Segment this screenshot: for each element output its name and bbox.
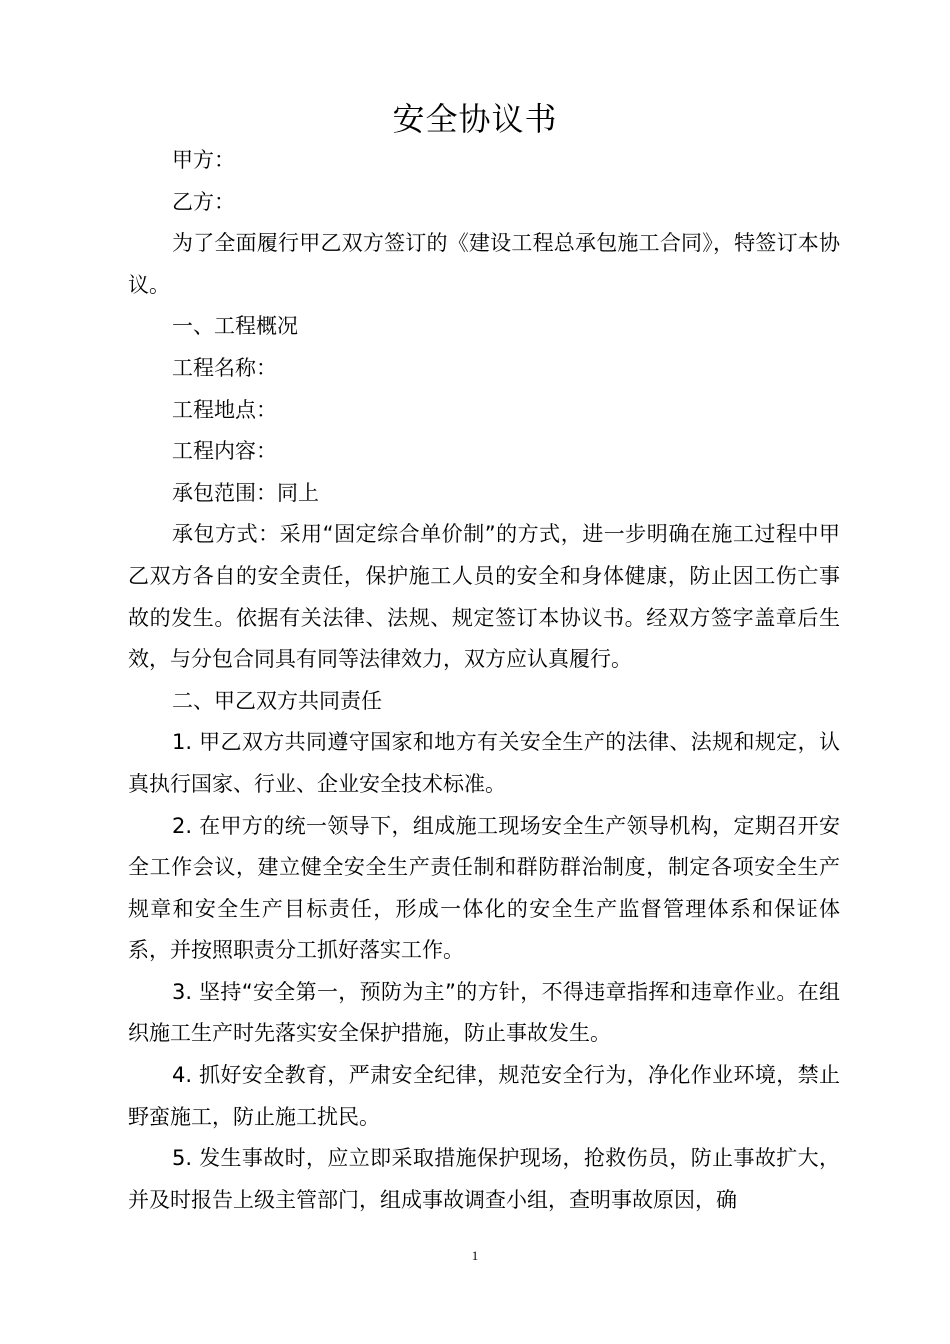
clause-2: 2. 在甲方的统一领导下，组成施工现场安全生产领导机构，定期召开安全工作会议，建立健全安全生产责任制和群防群治制度，制定各项安全生产规章和安全生产目标责任，形成一体化的安全生产监督管理体系和保证体系，并按照职责分工抓好落实工作。 (128, 813, 840, 963)
clause-5: 5. 发生事故时，应立即采取措施保护现场，抢救伤员，防止事故扩大，并及时报告上级主管部门，组成事故调查小组，查明事故原因，确 (128, 1146, 840, 1212)
project-location-line: 工程地点： (172, 397, 277, 422)
project-name-line: 工程名称： (172, 355, 277, 380)
clause-4: 4. 抓好安全教育，严肃安全纪律，规范安全行为，净化作业环境，禁止野蛮施工，防止施工扰民。 (128, 1063, 840, 1129)
document-title: 安全协议书 (392, 100, 558, 138)
party-b-line: 乙方： (172, 189, 235, 214)
intro-paragraph: 为了全面履行甲乙双方签订的《建设工程总承包施工合同》，特签订本协议。 (128, 231, 840, 297)
party-a-line: 甲方： (172, 148, 235, 172)
project-content-line: 工程内容： (172, 439, 277, 464)
section-heading-overview: 一、工程概况 (172, 314, 298, 339)
clause-3: 3. 坚持“安全第一，预防为主”的方针，不得违章指挥和违章作业。在组织施工生产时先落实安全保护措施，防止事故发生。 (128, 979, 840, 1046)
contract-scope-line: 承包范围：同上 (172, 480, 319, 505)
section-heading-joint-duties: 二、甲乙双方共同责任 (172, 688, 382, 713)
page-number: 1 (471, 1248, 479, 1263)
clause-1: 1. 甲乙双方共同遵守国家和地方有关安全生产的法律、法规和规定，认真执行国家、行业、企业安全技术标准。 (128, 730, 840, 796)
document-body (128, 140, 840, 1221)
contract-method-paragraph: 承包方式：采用“固定综合单价制”的方式，进一步明确在施工过程中甲乙双方各自的安全责任，保护施工人员的安全和身体健康，防止因工伤亡事故的发生。依据有关法律、法规、规定签订本协议书。经双方签字盖章后生效，与分包合同具有同等法律效力，双方应认真履行。 (128, 522, 840, 672)
